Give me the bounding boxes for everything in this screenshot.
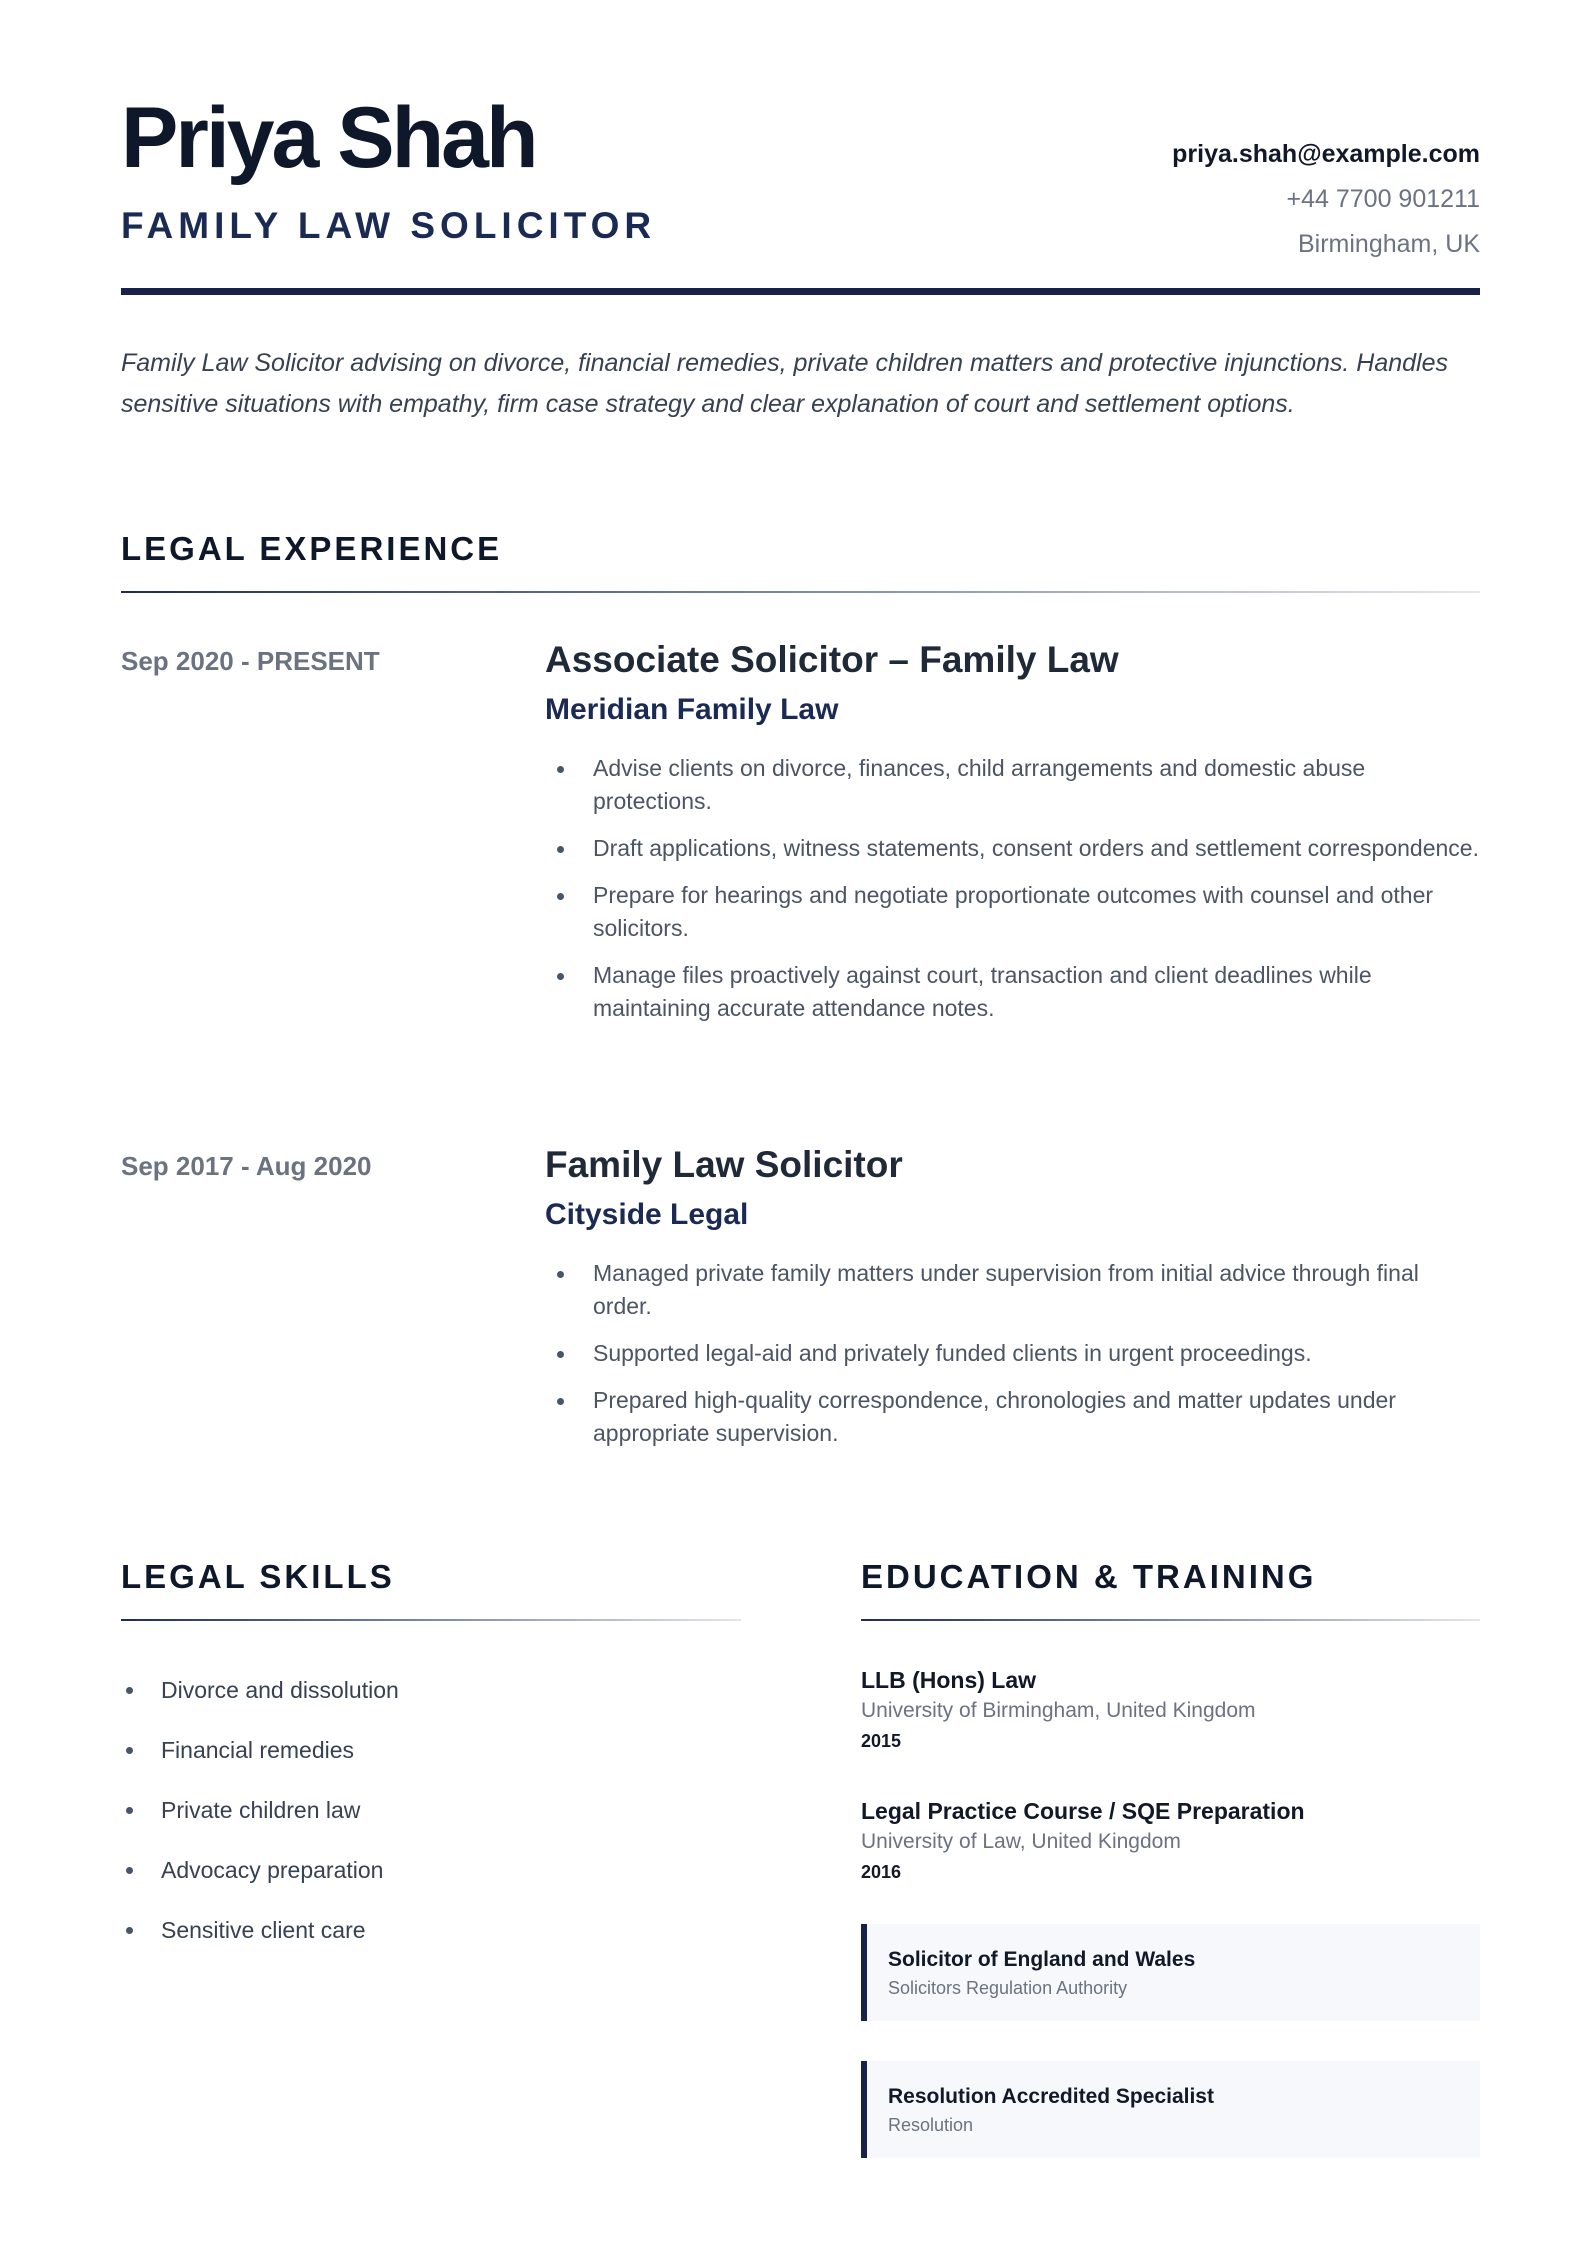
skill-text: Private children law [161,1797,361,1823]
skill-text: Divorce and dissolution [161,1677,399,1703]
header-divider [121,288,1480,295]
location: Birmingham, UK [1298,230,1480,258]
graduation-year: 2016 [861,1862,902,1882]
resume-page [121,0,1480,2246]
job-bullet-text: Prepare for hearings and negotiate proportionate outcomes with counsel and other solicitors. [593,881,1434,941]
certification-card [861,1924,1480,2021]
job-bullet-text: Draft applications, witness statements, consent orders and settlement correspondence. [593,834,1479,861]
job-body [545,1144,1480,1464]
job-role: FAMILY LAW SOLICITOR [121,205,657,246]
bullet-icon [557,973,564,980]
job-bullet-text: Managed private family matters under supervision from initial advice through final order. [593,1259,1419,1319]
bullet-icon [557,846,564,853]
certification-issuer: Solicitors Regulation Authority [888,1978,1128,1998]
bullet-icon [557,1271,564,1278]
job-bullets [545,752,1480,1025]
job-dates: Sep 2017 - Aug 2020 [121,1151,372,1181]
bullet-icon [557,766,564,773]
certification-issuer: Resolution [888,2115,974,2135]
bullet-icon [557,893,564,900]
skill-text: Sensitive client care [161,1917,366,1943]
bullet-icon [126,1807,133,1814]
job-title: Associate Solicitor – Family Law [545,639,1119,680]
education-heading: EDUCATION & TRAINING [861,1558,1317,1595]
education-entry [861,1795,1480,1887]
education-entry [861,1664,1480,1756]
job-bullet-text: Prepared high-quality correspondence, chronologies and matter updates under appropriate supervision. [593,1386,1396,1446]
certification-title: Resolution Accredited Specialist [888,2085,1214,2108]
job-bullet [545,832,1480,865]
job-bullet [545,1337,1480,1370]
job-bullets [545,1257,1480,1450]
job-bullet [545,1384,1480,1450]
bullet-icon [126,1687,133,1694]
experience-divider [121,591,1480,593]
email-link[interactable]: priya.shah@example.com [1172,140,1480,168]
job-organization: Cityside Legal [545,1197,749,1231]
skills-divider [121,1619,741,1621]
bullet-icon [126,1867,133,1874]
job-bullet-text: Advise clients on divorce, finances, child arrangements and domestic abuse protections. [593,754,1366,814]
skill-text: Financial remedies [161,1737,355,1763]
degree-title: LLB (Hons) Law [861,1667,1037,1693]
certification-title: Solicitor of England and Wales [888,1948,1196,1971]
job-title: Family Law Solicitor [545,1144,903,1185]
summary-text: Family Law Solicitor advising on divorce, financial remedies, private children matters and protective injunctions. Handles sensitive situations with empathy, firm case strategy and clear explanation of court and settlement options. [121,349,1449,418]
job-bullet [545,959,1480,1025]
contact-block [1172,132,1480,267]
bullet-icon [126,1927,133,1934]
bullet-icon [557,1351,564,1358]
job-bullet-text: Supported legal-aid and privately funded clients in urgent proceedings. [593,1339,1312,1366]
bullet-icon [557,1398,564,1405]
job-organization: Meridian Family Law [545,692,839,726]
skill-item [121,1780,741,1840]
job-bullet-text: Manage files proactively against court, transaction and client deadlines while maintaining accurate attendance notes. [593,961,1372,1021]
skills-heading: LEGAL SKILLS [121,1558,395,1595]
skills-list [121,1660,741,1960]
candidate-name: Priya Shah [121,90,536,186]
degree-title: Legal Practice Course / SQE Preparation [861,1798,1305,1824]
bullet-icon [126,1747,133,1754]
institution: University of Law, United Kingdom [861,1830,1181,1853]
certification-card [861,2061,1480,2158]
job-body [545,639,1480,1039]
job-bullet [545,879,1480,945]
phone-number: +44 7700 901211 [1286,185,1480,213]
skill-item [121,1900,741,1960]
job-dates: Sep 2020 - PRESENT [121,646,380,676]
institution: University of Birmingham, United Kingdom [861,1699,1256,1722]
skill-text: Advocacy preparation [161,1857,384,1883]
job-bullet [545,1257,1480,1323]
education-divider [861,1619,1480,1621]
skill-item [121,1660,741,1720]
graduation-year: 2015 [861,1731,902,1751]
job-bullet [545,752,1480,818]
experience-heading: LEGAL EXPERIENCE [121,530,503,567]
skill-item [121,1720,741,1780]
skill-item [121,1840,741,1900]
